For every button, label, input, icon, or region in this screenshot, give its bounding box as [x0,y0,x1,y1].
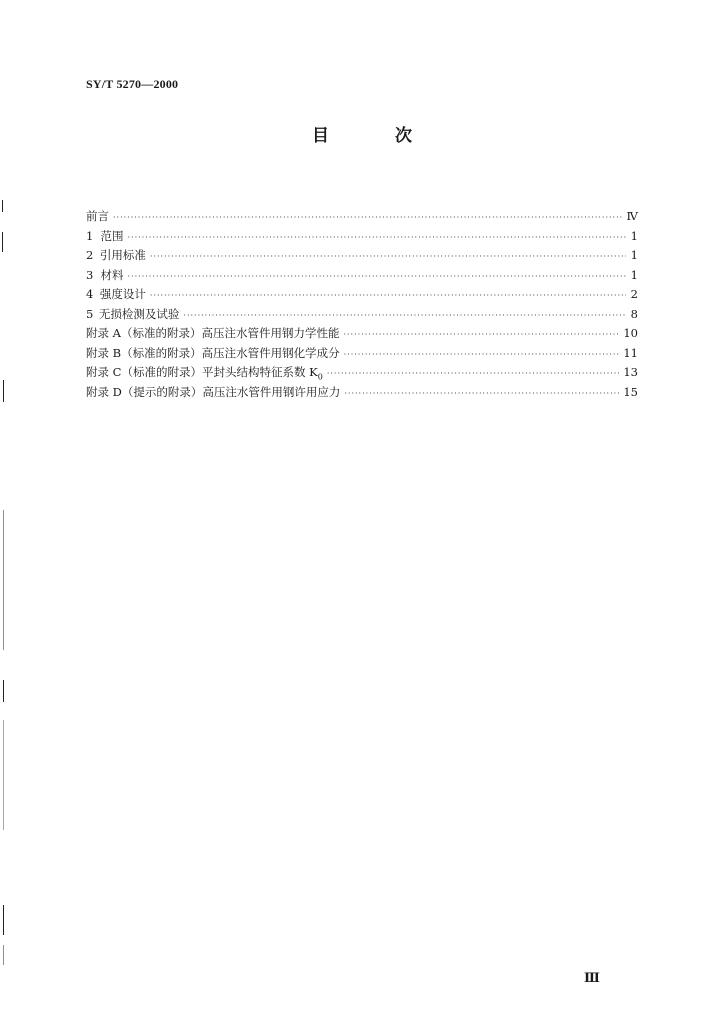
toc-entry-number: 4 [86,287,94,301]
toc-entry-page: 8 [630,306,638,321]
toc-entry-number: 2 [86,248,94,262]
toc-entry-page: 1 [630,228,638,243]
toc-entry-page: Ⅳ [626,209,638,223]
toc-leader-dots [113,208,623,228]
toc-leader-dots [327,364,620,384]
toc-entry-appendix-b[interactable] [86,344,638,364]
toc-entry-nondestructive-testing[interactable] [86,305,638,325]
toc-entry-title: 范围 [100,228,124,243]
scan-edge-mark [2,200,3,212]
toc-entry-normative-references[interactable] [86,246,638,266]
toc-entry-strength-design[interactable] [86,285,638,305]
toc-leader-dots [183,306,626,326]
document-code: SY/T 5270—2000 [86,77,179,91]
scan-edge-mark [3,680,4,702]
toc-leader-dots [343,325,619,345]
table-of-contents [86,207,638,402]
toc-entry-title: 高压注水管件用钢力学性能 [201,326,340,340]
scan-edge-mark [2,232,3,252]
toc-entry-page: 11 [623,345,638,360]
toc-entry-title: 材料 [100,267,124,282]
toc-entry-number: 5 [86,306,94,321]
toc-entry-page: 15 [623,384,638,399]
toc-leader-dots [344,345,620,365]
toc-entry-title: 无损检测及试验 [98,306,180,321]
toc-entry-page: 10 [623,326,638,340]
toc-entry-title: 引用标准 [99,248,146,262]
toc-appendix-label: 附录 D（提示的附录） [86,384,203,399]
toc-entry-page: 1 [630,267,638,282]
toc-entry-title-text: 平封头结构特征系数 K [201,365,318,379]
toc-leader-dots [150,286,626,306]
toc-entry-title: 前言 [86,209,109,223]
scan-edge-mark [3,720,4,830]
page-title: 目 次 [312,126,442,146]
toc-entry-number: 1 [86,228,94,243]
toc-entry-foreword[interactable] [86,207,638,227]
toc-entry-appendix-a[interactable] [86,324,638,344]
toc-entry-page: 13 [623,365,638,379]
toc-entry-page: 1 [630,248,638,262]
toc-leader-dots [344,384,619,404]
scan-edge-mark [3,380,4,402]
toc-entry-appendix-c[interactable] [86,363,638,383]
toc-entry-materials[interactable] [86,266,638,286]
toc-appendix-label: 附录 B（标准的附录） [86,345,202,360]
page-number: Ⅲ [584,970,600,985]
toc-entry-title-subscript: 0 [317,372,323,382]
toc-entry-appendix-d[interactable] [86,383,638,403]
toc-appendix-label: 附录 A（标准的附录） [86,326,202,340]
toc-entry-title: 高压注水管件用钢许用应力 [202,384,341,399]
toc-entry-scope[interactable] [86,227,638,247]
toc-leader-dots [128,267,626,287]
scan-edge-mark [3,510,4,650]
toc-entry-page: 2 [630,287,638,301]
toc-leader-dots [128,228,626,248]
toc-leader-dots [150,247,626,267]
toc-appendix-label: 附录 C（标准的附录） [86,365,202,379]
toc-entry-title: 高压注水管件用钢化学成分 [201,345,340,360]
toc-entry-number: 3 [86,267,94,282]
scan-edge-mark [3,905,4,935]
scan-edge-mark [3,945,4,965]
toc-entry-title: 强度设计 [99,287,146,301]
